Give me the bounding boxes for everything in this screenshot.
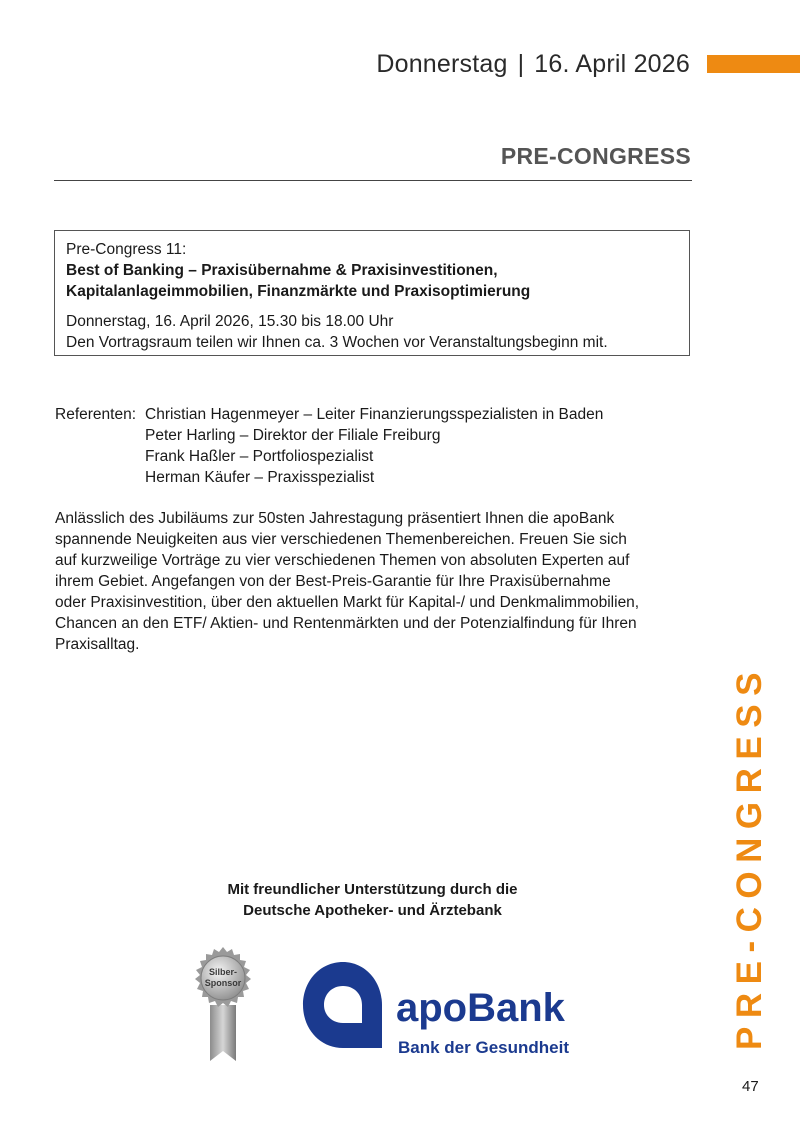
heading-divider bbox=[54, 180, 692, 181]
section-heading: PRE-CONGRESS bbox=[500, 143, 691, 169]
description-line: oder Praxisinvestition, über den aktuellen Markt für Kapital-/ und Denkmalimmobilien, bbox=[55, 594, 640, 611]
description-line: ihrem Gebiet. Angefangen von der Best-Preis-Garantie für Ihre Praxisübernahme bbox=[55, 573, 611, 590]
session-title-line-2: Kapitalanlageimmobilien, Finanzmärkte und Praxisoptimierung bbox=[66, 283, 531, 300]
session-title-line-1: Best of Banking – Praxisübernahme & Praxisinvestitionen, bbox=[66, 262, 498, 279]
description-line: Anlässlich des Jubiläums zur 50sten Jahrestagung präsentiert Ihnen die apoBank bbox=[55, 510, 615, 527]
speakers-label: Referenten: bbox=[55, 406, 136, 423]
speaker-item: Christian Hagenmeyer – Leiter Finanzierungsspezialisten in Baden bbox=[145, 406, 604, 423]
header-date-value: 16. April 2026 bbox=[534, 50, 690, 78]
header-day: Donnerstag bbox=[376, 50, 508, 78]
session-room-note: Den Vortragsraum teilen wir Ihnen ca. 3 Wochen vor Veranstaltungsbeginn mit. bbox=[66, 334, 608, 351]
sponsor-note-line-2: Deutsche Apotheker- und Ärztebank bbox=[243, 902, 502, 919]
session-info-box bbox=[54, 230, 690, 356]
logo-wordmark: apoBank bbox=[396, 986, 565, 1030]
badge-text-line-1: Silber- bbox=[208, 967, 238, 977]
description-paragraph bbox=[55, 508, 700, 655]
description-line: Praxisalltag. bbox=[55, 636, 140, 653]
description-line: auf kurzweilige Vorträge zu vier verschiedenen Themen von absoluten Experten auf bbox=[55, 552, 630, 569]
header-separator: | bbox=[517, 50, 525, 78]
accent-bar bbox=[707, 55, 800, 73]
ribbon-icon bbox=[210, 1005, 236, 1061]
session-datetime: Donnerstag, 16. April 2026, 15.30 bis 18.00 Uhr bbox=[66, 313, 394, 330]
description-line: spannende Neuigkeiten aus vier verschiedenen Themenbereichen. Freuen Sie sich bbox=[55, 531, 627, 548]
description-line: Chancen an den ETF/ Aktien- und Rentenmärkten und der Potenzialfindung für Ihren bbox=[55, 615, 637, 632]
sponsor-note-line-1: Mit freundlicher Unterstützung durch die bbox=[227, 881, 518, 898]
speaker-item: Herman Käufer – Praxisspezialist bbox=[145, 469, 375, 486]
speaker-item: Peter Harling – Direktor der Filiale Freiburg bbox=[145, 427, 441, 444]
header-date bbox=[376, 50, 690, 79]
silver-sponsor-badge bbox=[185, 945, 261, 1063]
side-section-label: PRE-CONGRESS bbox=[730, 664, 769, 1050]
session-label: Pre-Congress 11: bbox=[66, 241, 187, 258]
apobank-logo bbox=[300, 955, 570, 1060]
speaker-item: Frank Haßler – Portfoliospezialist bbox=[145, 448, 374, 465]
logo-tagline: Bank der Gesundheit bbox=[398, 1038, 569, 1057]
apobank-symbol-icon bbox=[303, 962, 382, 1048]
speakers-list bbox=[55, 404, 603, 488]
badge-text-line-2: Sponsor bbox=[204, 978, 242, 988]
page-number: 47 bbox=[742, 1078, 759, 1095]
sponsor-note bbox=[180, 879, 565, 921]
